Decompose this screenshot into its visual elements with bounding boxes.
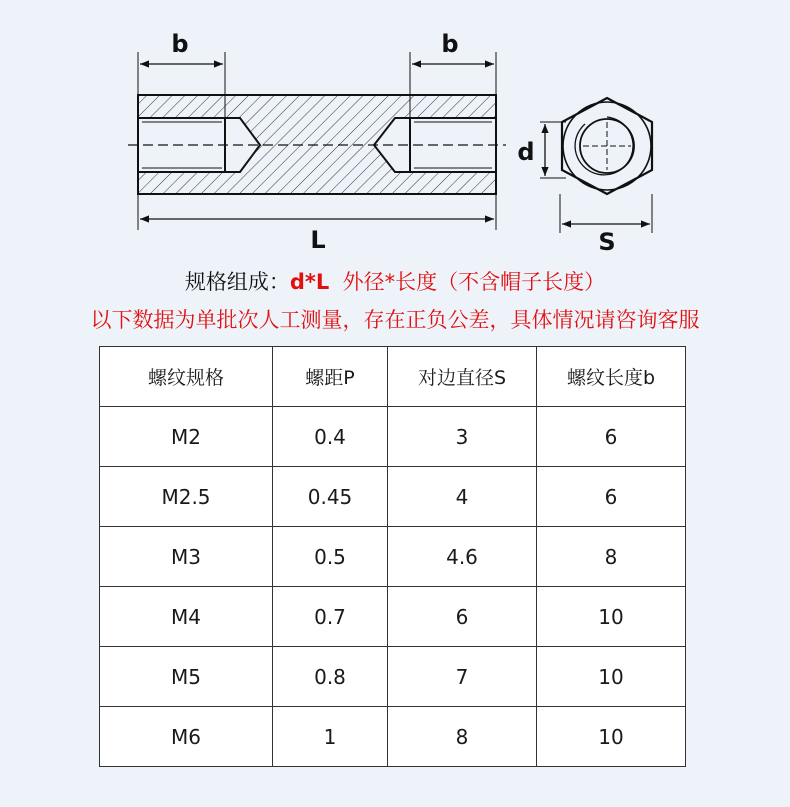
cell-thread-spec: M3 (100, 527, 273, 587)
cell-pitch: 0.4 (273, 407, 388, 467)
header-thread-spec: 螺纹规格 (100, 347, 273, 407)
measurement-notice: 以下数据为单批次人工测量，存在正负公差，具体情况请咨询客服 (90, 308, 700, 332)
spec-table (99, 346, 686, 767)
cell-thread-spec: M6 (100, 707, 273, 767)
cell-pitch: 0.7 (273, 587, 388, 647)
table-row (100, 527, 686, 587)
table-row (100, 647, 686, 707)
standoff-technical-drawing (0, 0, 790, 262)
cell-pitch: 0.45 (273, 467, 388, 527)
table-header-row (100, 347, 686, 407)
label-b-right: b (441, 30, 459, 58)
caption-formula: d*L (289, 270, 330, 294)
cell-thread-length: 8 (537, 527, 686, 587)
table-row (100, 467, 686, 527)
label-S: S (598, 228, 616, 256)
label-b-left: b (171, 30, 189, 58)
label-L: L (310, 226, 326, 254)
cell-thread-length: 10 (537, 707, 686, 767)
table-row (100, 707, 686, 767)
header-thread-length: 螺纹长度b (537, 347, 686, 407)
cell-across-flats: 8 (388, 707, 537, 767)
cell-across-flats: 4 (388, 467, 537, 527)
cell-across-flats: 3 (388, 407, 537, 467)
hex-end-view (562, 98, 652, 194)
dimension-L (138, 194, 496, 254)
caption-prefix: 规格组成： (184, 270, 290, 294)
standoff-side-view (128, 95, 506, 194)
dimension-S (560, 194, 652, 256)
header-pitch: 螺距P (273, 347, 388, 407)
cell-pitch: 0.8 (273, 647, 388, 707)
dimension-d (517, 122, 566, 178)
spec-composition-caption (0, 266, 790, 296)
table-row (100, 407, 686, 467)
cell-across-flats: 7 (388, 647, 537, 707)
cell-thread-length: 6 (537, 407, 686, 467)
cell-thread-length: 10 (537, 587, 686, 647)
cell-thread-spec: M2 (100, 407, 273, 467)
cell-thread-spec: M5 (100, 647, 273, 707)
cell-thread-spec: M4 (100, 587, 273, 647)
cell-across-flats: 4.6 (388, 527, 537, 587)
cell-across-flats: 6 (388, 587, 537, 647)
label-d: d (517, 138, 535, 166)
table-row (100, 587, 686, 647)
cell-pitch: 0.5 (273, 527, 388, 587)
header-across-flats: 对边直径S (388, 347, 537, 407)
cell-thread-spec: M2.5 (100, 467, 273, 527)
cell-thread-length: 10 (537, 647, 686, 707)
caption-rest: 外径*长度（不含帽子长度） (342, 270, 606, 294)
cell-thread-length: 6 (537, 467, 686, 527)
cell-pitch: 1 (273, 707, 388, 767)
